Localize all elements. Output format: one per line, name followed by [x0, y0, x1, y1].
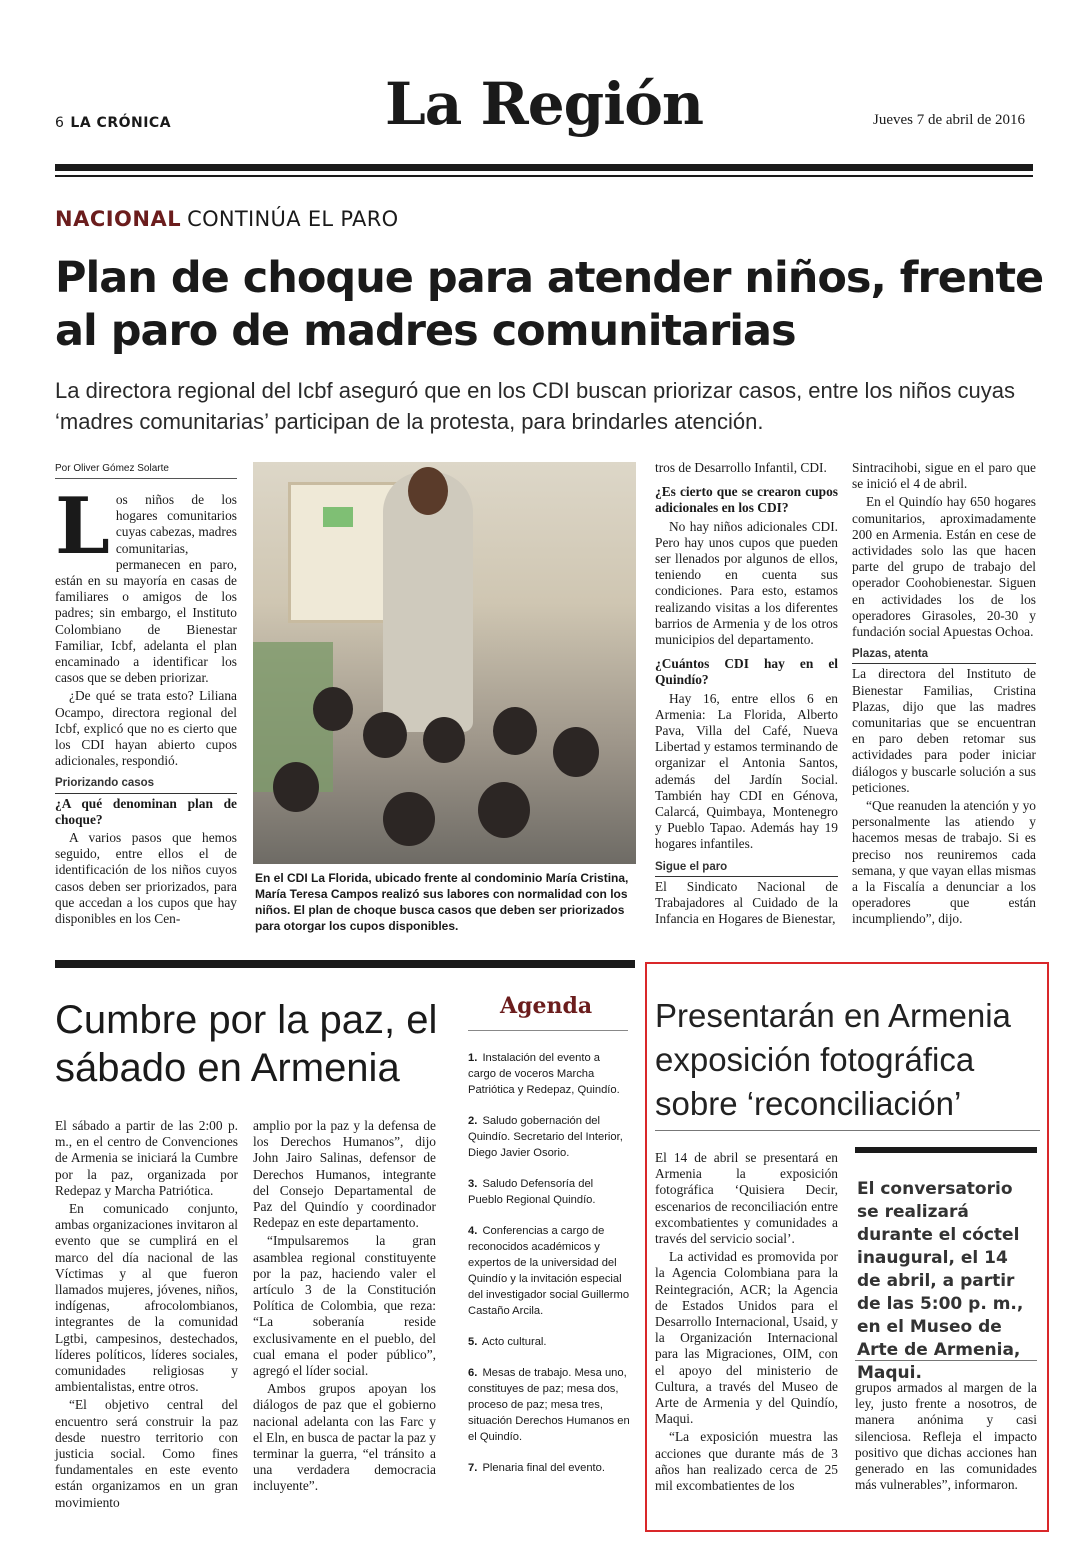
subhead-sigue-el-paro: Sigue el paro — [655, 859, 838, 877]
agenda-item-text: Plenaria final del evento. — [482, 1462, 605, 1474]
photo-child — [273, 762, 319, 812]
photo-child — [313, 687, 353, 731]
pullquote-rule-bottom — [855, 1360, 1037, 1361]
question: ¿Es cierto que se crearon cupos adicionales en los CDI? — [655, 484, 838, 516]
photo-child — [423, 717, 465, 763]
cumbre-paragraph: “El objetivo central del encuentro será construir la paz desde nuestro territorio con justicia social. Como fines fundamentales en este evento están organizamos en un gran movimiento — [55, 1397, 238, 1510]
section-subkicker: CONTINÚA EL PARO — [187, 207, 399, 231]
agenda-item-number: 1. — [468, 1052, 478, 1064]
pullquote: El conversatorio se realizará durante el cóctel inaugural, el 14 de abril, a partir de las 5:00 p. m., en el Museo de Arte de Armenia, Maqui. — [857, 1179, 1024, 1383]
cumbre-paragraph: En comunicado conjunto, ambas organizaciones invitaron al evento que se cumplirá en el marco del día nacional de las Víctimas y al que fueron llamados mujeres, jóvenes, niños, indígenas, afrocolombianos, integrantes de la comunidad Lgtbi, campesinos, destechados, líderes políticos, líderes sociales, comunidades religiosas y ambientalistas, entre otros. — [55, 1201, 238, 1395]
agenda-list — [468, 1050, 630, 1491]
agenda-item — [468, 1113, 630, 1161]
main-paragraph: tros de Desarrollo Infantil, CDI. — [655, 460, 827, 475]
photo-child — [553, 727, 599, 777]
agenda-item — [468, 1176, 630, 1208]
agenda-item-text: Saludo gobernación del Quindío. Secretario del Interior, Diego Javier Osorio. — [468, 1115, 623, 1159]
agenda-title: Agenda — [500, 993, 593, 1019]
expo-paragraph: El 14 de abril se presentará en Armenia la exposición fotográfica ‘Quisiera Decir, escenarios de reconciliación entre excombatientes y comunidades a través del servicio social’. — [655, 1150, 838, 1247]
cumbre-paragraph: El sábado a partir de las 2:00 p. m., en el centro de Convenciones de Armenia se iniciará la Cumbre por la paz, organizada por Redepaz y Marcha Patriótica. — [55, 1118, 238, 1198]
pullquote-rule — [855, 1147, 1037, 1153]
agenda-item — [468, 1334, 630, 1350]
agenda-item-number: 5. — [468, 1336, 478, 1348]
expo-paragraph: grupos armados al margen de la ley, justo frente a nosotros, de manera anónima y casi silenciosa. Refleja el impacto positivo que dichas acciones han generado en las comunidades más vulnerables”, informaron. — [855, 1380, 1037, 1493]
question: ¿Cuántos CDI hay en el Quindío? — [655, 656, 838, 688]
cumbre-paragraph: “Impulsaremos la gran asamblea regional constituyente por la paz, haciendo valer el artículo 3 de la Constitución Política de Colombia, que reza: “La soberanía reside exclusivamente en el pueblo, del cual emana el poder público”, agregó el líder social. — [253, 1233, 436, 1379]
masthead-rule — [55, 164, 1033, 171]
photo-child — [363, 712, 407, 758]
main-paragraph: En el Quindío hay 650 hogares comunitarios, aproximadamente 200 en Armenia. Están en cese de actividades solo las que hacen parte del grupo de trabajo del operador Coohobienestar. Siguen en actividades los de los operadores Girasoles, 20-30 y fundación social Apuestas Ochoa. — [852, 494, 1036, 640]
agenda-item-text: Mesas de trabajo. Mesa uno, constituyes de paz; mesa dos, proceso de paz; mesa tres, situación Derechos Humanos en el Quindío. — [468, 1367, 630, 1443]
question: ¿A qué denominan plan de choque? — [55, 795, 237, 827]
cumbre-column-2 — [253, 1118, 436, 1497]
agenda-item-number: 3. — [468, 1178, 478, 1190]
cumbre-paragraph: amplio por la paz y la defensa de los Derechos Humanos”, dijo John Jairo Salinas, defensor de Derechos Humanos, integrante del Consejo Departamental de Paz del Quindío y coordinador Redepaz en este departamento. — [253, 1118, 436, 1231]
news-photo — [253, 462, 636, 864]
main-paragraph: No hay niños adicionales CDI. Pero hay unos cupos que pueden ser llenados por algunos de ellos, teniendo en cuenta sus condiciones. Para esto, estamos realizando visitas a los diferentes barrios de Armenia y de los otros municipios del departamento. — [655, 518, 838, 648]
expo-rule — [655, 1130, 1040, 1131]
masthead-rule-thin — [55, 175, 1033, 177]
main-paragraph: A varios pasos que hemos seguido, entre ellos el de identificación de los niños cuyos casos deben ser priorizados, para que accedan a los cupos que hay disponibles en los Cen- — [55, 830, 237, 927]
agenda-item-number: 4. — [468, 1225, 478, 1237]
expo-column-1 — [655, 1150, 838, 1496]
dropcap: L — [55, 481, 110, 572]
main-column-4 — [852, 460, 1036, 930]
main-paragraph: ¿De qué se trata esto? Liliana Ocampo, directora regional del Icbf, explicó que no es cierto que los CDI hayan abierto cupos adicionales, respondió. — [55, 688, 237, 769]
agenda-item-text: Instalación del evento a cargo de voceros Marcha Patriótica y Redepaz, Quindío. — [468, 1052, 620, 1096]
photo-child — [383, 792, 435, 846]
agenda-item — [468, 1365, 630, 1445]
main-deck: La directora regional del Icbf aseguró que en los CDI buscan priorizar casos, entre los niños cuyas ‘madres comunitarias’ participan de la protesta, para brindarles atención. — [55, 378, 1015, 434]
agenda-item-number: 7. — [468, 1462, 478, 1474]
main-paragraph: os niños de los hogares comunitarios cuyas cabezas, madres comunitarias, permanecen en paro, están en su mayoría en casas de familiares o amigos de los padres; sin embargo, el Instituto Colombiano de Bienestar Familiar, Icbf, adelanta el plan encaminado a identificar los casos que se deben priorizar. — [55, 492, 237, 686]
agenda-item-number: 2. — [468, 1115, 478, 1127]
expo-headline: Presentarán en Armenia exposición fotográfica sobre ‘reconciliación’ — [655, 997, 1011, 1122]
subhead-priorizando: Priorizando casos — [55, 775, 237, 793]
agenda-item — [468, 1460, 630, 1476]
photo-teacher-head — [408, 467, 448, 515]
main-paragraph: Hay 16, entre ellos 6 en Armenia: La Florida, Alberto Pava, Villa del Café, Nueva Libertad y estamos terminando de organizar el Antonia Santos, además del Jardín Social. También hay CDI en Génova, Calarcá, Quimbaya, Montenegro y Pueblo Tapao. Además hay 19 hogares infantiles. — [655, 690, 838, 852]
cumbre-column-1 — [55, 1118, 238, 1513]
photo-wall-chart — [323, 507, 353, 527]
masthead-paper — [55, 115, 171, 131]
photo-caption: En el CDI La Florida, ubicado frente al condominio María Cristina, María Teresa Campos realizó sus labores con normalidad con los niños. El plan de choque busca casos que deben ser priorizados para otorgar los cupos disponibles. — [255, 871, 629, 933]
main-headline: Plan de choque para atender niños, frente al paro de madres comunitarias — [55, 253, 1044, 356]
expo-paragraph: La actividad es promovida por la Agencia Colombiana para la Reintegración, ACR; la Agencia de Estados Unidos para el Desarrollo Internacional, Usaid, y la Organización Internacional para las Migraciones, OIM, con el apoyo del ministerio de Cultura, a través del Museo de Arte de Armenia y del Quindío, Maqui. — [655, 1249, 838, 1427]
main-column-3 — [655, 460, 838, 929]
agenda-item — [468, 1223, 630, 1319]
subhead-plazas: Plazas, atenta — [852, 646, 1036, 664]
section-title: La Región — [385, 70, 704, 138]
paper-name: LA CRÓNICA — [70, 115, 172, 131]
page-number: 6 — [55, 115, 65, 131]
agenda-item-text: Conferencias a cargo de reconocidos académicos y expertos de la universidad del Quindío y la invitación especial del investigador social Guillermo Castaño Arcila. — [468, 1225, 630, 1317]
agenda-rule — [468, 1030, 628, 1031]
agenda-item-text: Acto cultural. — [481, 1336, 547, 1348]
main-paragraph: “Que reanuden la atención y yo personalmente las atiendo y hacemos mesas de trabajo. Si es preciso nos reuniremos cada semana, y que vayan ellas mismas a la Fiscalía a denunciar a los operadores que están incumpliendo”, dijo. — [852, 798, 1036, 927]
main-column-1 — [55, 481, 237, 929]
agenda-item — [468, 1050, 630, 1098]
agenda-item-text: Saludo Defensoría del Pueblo Regional Quindío. — [468, 1178, 596, 1206]
cumbre-rule — [55, 960, 635, 968]
expo-paragraph: “La exposición muestra las acciones que durante más de 3 años han realizado cerca de 25 mil excombatientes de los — [655, 1429, 838, 1494]
byline-rule — [55, 478, 237, 479]
main-paragraph: La directora del Instituto de Bienestar Familias, Cristina Plazas, dijo que las madres comunitarias que se encuentran en paro deben retomar sus actividades para poder iniciar diálogos y buscarle solución a sus peticiones. — [852, 666, 1036, 795]
photo-child — [478, 782, 530, 838]
cumbre-paragraph: Ambos grupos apoyan los diálogos de paz que el gobierno nacional adelanta con las Farc y el Eln, en busca de pactar la paz y terminar la guerra, “el tránsito a una verdadera democracia incluyente”. — [253, 1381, 436, 1494]
byline: Por Oliver Gómez Solarte — [55, 463, 169, 474]
main-paragraph: Sintracihobi, sigue en el paro que se inició el 4 de abril. — [852, 460, 1036, 492]
story-section-label — [55, 207, 398, 231]
cumbre-headline: Cumbre por la paz, el sábado en Armenia — [55, 998, 438, 1090]
agenda-item-number: 6. — [468, 1367, 478, 1379]
issue-date: Jueves 7 de abril de 2016 — [873, 112, 1026, 128]
main-paragraph: El Sindicato Nacional de Trabajadores al Cuidado de la Infancia en Hogares de Bienestar, — [655, 878, 838, 927]
photo-child — [493, 707, 537, 755]
expo-column-2 — [855, 1380, 1037, 1495]
section-kicker: NACIONAL — [55, 207, 182, 231]
